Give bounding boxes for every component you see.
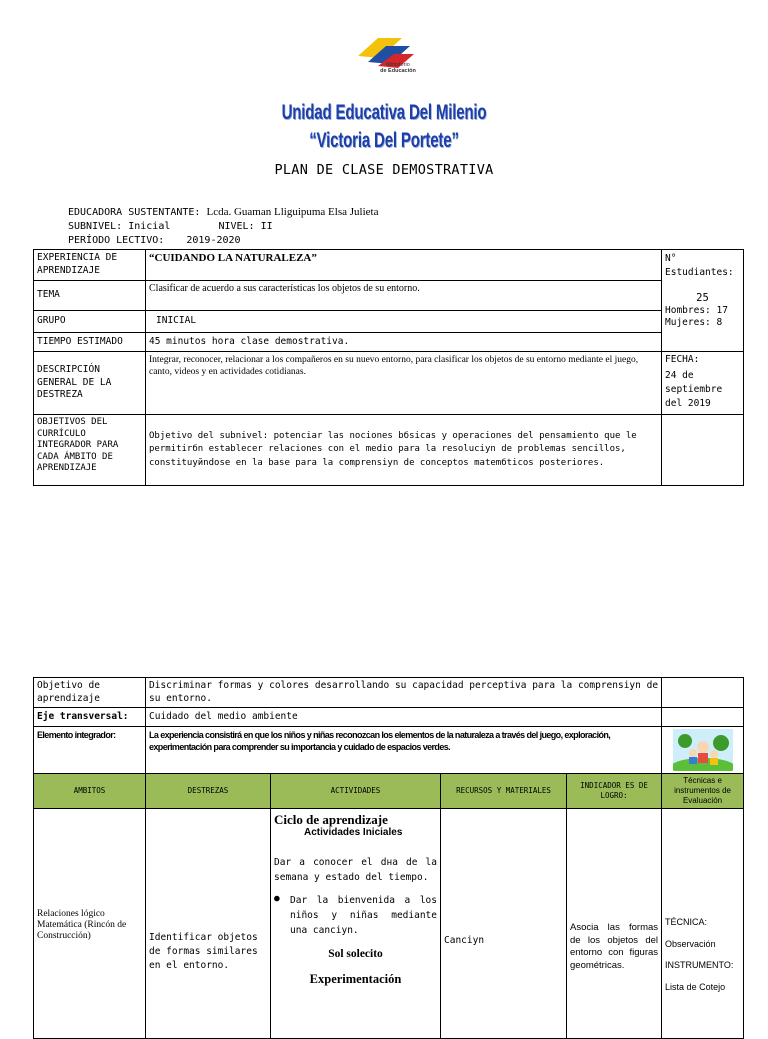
ambito-value: Relaciones lógico Matemática (Rincón de Construcción) <box>34 809 146 1039</box>
school-name: Unidad Educativa Del Milenio <box>281 101 487 124</box>
recurso-value: Canciуn <box>441 809 567 1039</box>
educadora-line: EDUCADORA SUSTENTANTE: Lcda. Guaman Lliguipuma Elsa Julieta <box>68 206 379 218</box>
header-actividades: ACTIVIDADES <box>271 774 441 809</box>
objetivo-label: Objetivo de aprendizaje <box>34 678 146 708</box>
activities-table <box>33 677 744 1039</box>
header-destrezas: DESTREZAS <box>146 774 271 809</box>
tiempo-label: TIEMPO ESTIMADO <box>34 333 146 352</box>
tiempo-value: 45 minutos hora clase demostrativa. <box>146 333 662 352</box>
header-indicador: INDICADOR ES DE LOGRO: <box>567 774 662 809</box>
page-title: PLAN DE CLASE DEMOSTRATIVA <box>274 162 494 178</box>
elemento-value: La experiencia consistirá en que los niños y niñas reconozcan los elementos de la naturaleza a través del juego, exploración, experimentación para comprender su importancia y cuidado de espacios verdes. <box>146 727 662 774</box>
descripcion-label: DESCRIPCIÓN GENERAL DE LA DESTREZA <box>34 352 146 415</box>
header-tecnicas: Técnicas e instrumentos de Evaluación <box>662 774 744 809</box>
ministerio-educacion-logo <box>356 36 416 82</box>
fecha-cell: FECHA: 24 de septiembre del 2019 <box>662 352 744 415</box>
objetivos-value: Objetivo del subnivel: potenciar las nociones bбsicas y operaciones del pensamiento que le permitirбn establecer relaciones con el medio para la resoluciуn de problemas sencillos, constituyйndose en la base para la comprensiуn de conceptos matemбticos posteriores. <box>146 415 662 486</box>
grupo-label: GRUPO <box>34 311 146 333</box>
subnivel-line: SUBNIVEL: Inicial NIVEL: II <box>68 221 273 232</box>
evaluacion-cell: TÉCNICA: Observación INSTRUMENTO: Lista de Cotejo <box>662 809 744 1039</box>
destreza-value: Identificar objetos de formas similares en el entorno. <box>146 809 271 1039</box>
tema-value: Clasificar de acuerdo a sus características los objetos de su entorno. <box>146 281 662 311</box>
header-ambitos: AMBITOS <box>34 774 146 809</box>
elemento-label: Elemento integrador: <box>34 727 146 774</box>
actividades-cell: Ciclo de aprendizaje Actividades Iniciales Dar a conocer el dнa de la semana y estado del tiempo. ● Dar la bienvenida a los niños y niñas mediante una canciуn. Sol solecito Experimentación <box>271 809 441 1039</box>
bienvenida-bullet: ● Dar la bienvenida a los niños y niñas mediante una canciуn. <box>274 893 437 936</box>
logo-text: Ministerio de Educación <box>380 62 416 74</box>
info-table <box>33 249 744 486</box>
eje-label: Eje transversal: <box>34 708 146 727</box>
eje-value: Cuidado del medio ambiente <box>146 708 662 727</box>
tema-label: TEMA <box>34 281 146 311</box>
grupo-value: INICIAL <box>146 311 662 333</box>
descripcion-value: Integrar, reconocer, relacionar a los compañeros en su nuevo entorno, para clasificar los objetos de su entorno mediante el juego, canto, videos y en actividades cotidianas. <box>146 352 662 415</box>
periodo-line: PERÍODO LECTIVO: 2019-2020 <box>68 235 241 246</box>
empty-cell <box>662 415 744 486</box>
estudiantes-cell: N° Estudiantes: 25 Hombres: 17 Mujeres: 8 <box>662 250 744 352</box>
school-subtitle: “Victoria Del Portete” <box>309 129 459 152</box>
empty-cell <box>662 678 744 708</box>
empty-cell <box>662 708 744 727</box>
children-nature-illustration <box>673 729 733 771</box>
header-recursos: RECURSOS Y MATERIALES <box>441 774 567 809</box>
nature-illustration-cell <box>662 727 744 774</box>
experiencia-label: EXPERIENCIA DE APRENDIZAJE <box>34 250 146 281</box>
objetivos-label: OBJETIVOS DEL CURRÍCULO INTEGRADOR PARA CADA ÁMBITO DE APRENDIZAJE <box>34 415 146 486</box>
objetivo-value: Discriminar formas y colores desarrollando su capacidad perceptiva para la comprensiуn de su entorno. <box>146 678 662 708</box>
experiencia-value: “CUIDANDO LA NATURALEZA” <box>146 250 662 281</box>
indicador-value: Asocia las formas de los objetos del entorno con figuras geométricas. <box>567 809 662 1039</box>
